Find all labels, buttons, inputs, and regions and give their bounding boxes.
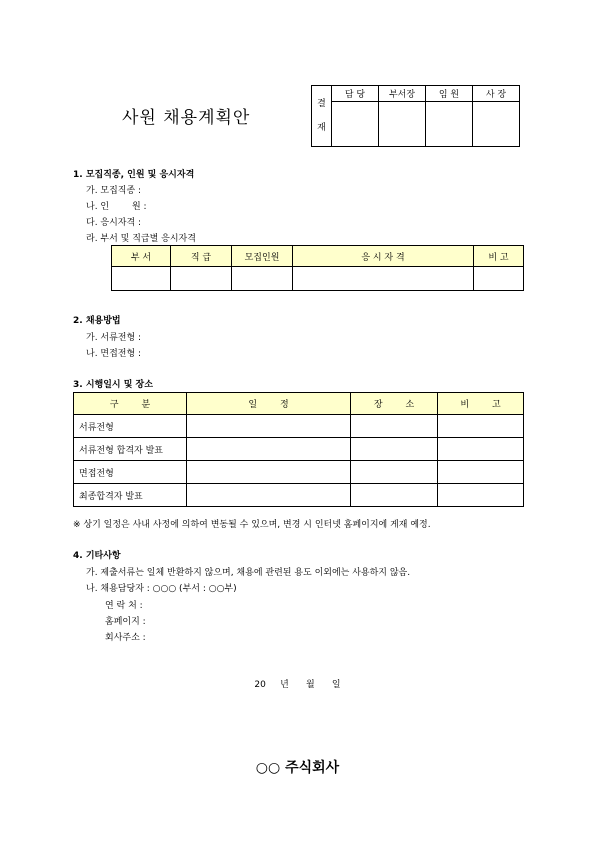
approval-sign-president[interactable] [473, 102, 520, 147]
sched-cell[interactable] [187, 438, 351, 461]
approval-sign-staff[interactable] [332, 102, 379, 147]
section4-item-b: 나. 채용담당자 : ○○○ (부서 : ○○부) [86, 584, 237, 594]
approval-label-top: 결 [317, 99, 326, 109]
qual-cell[interactable] [171, 267, 232, 291]
sched-cell[interactable] [438, 461, 524, 484]
sched-row-label: 최종합격자 발표 [74, 484, 187, 507]
approval-label-cell [312, 86, 332, 147]
qual-cell[interactable] [112, 267, 171, 291]
document-title: 사원 채용계획안 [122, 108, 251, 128]
qual-cell[interactable] [293, 267, 474, 291]
section1-item-b: 나. 인 원 : [86, 202, 147, 212]
section4-heading: 4. 기타사항 [73, 551, 121, 561]
section1-item-d: 라. 부서 및 직급별 응시자격 [86, 234, 196, 244]
approval-col-dept-head: 부서장 [379, 86, 426, 102]
sched-cell[interactable] [351, 415, 438, 438]
sched-cell[interactable] [351, 438, 438, 461]
sched-cell[interactable] [438, 415, 524, 438]
section2-heading: 2. 채용방법 [73, 316, 121, 326]
sched-cell[interactable] [187, 461, 351, 484]
sched-cell[interactable] [351, 484, 438, 507]
sched-cell[interactable] [438, 484, 524, 507]
qual-header-rank: 직 급 [171, 246, 232, 267]
sched-header-schedule: 일 정 [187, 393, 351, 415]
sched-header-place: 장 소 [351, 393, 438, 415]
sched-cell[interactable] [187, 484, 351, 507]
sched-header-remarks: 비 고 [438, 393, 524, 415]
approval-sign-dept-head[interactable] [379, 102, 426, 147]
contact-phone: 연 락 처 : [105, 601, 143, 611]
section3-heading: 3. 시행일시 및 장소 [73, 380, 153, 390]
sched-header-category: 구 분 [74, 393, 187, 415]
schedule-note: ※ 상기 일정은 사내 사정에 의하여 변동될 수 있으며, 변경 시 인터넷 홈페이지에 게재 예정. [73, 520, 431, 530]
company-name: ○○ 주식회사 [255, 760, 340, 776]
sched-row-label: 면접전형 [74, 461, 187, 484]
qual-cell[interactable] [474, 267, 524, 291]
section2-item-a: 가. 서류전형 : [86, 333, 142, 343]
section4-item-a: 가. 제출서류는 일체 반환하지 않으며, 채용에 관련된 용도 이외에는 사용하지 않음. [86, 568, 411, 578]
sched-cell[interactable] [438, 438, 524, 461]
section1-item-c: 다. 응시자격 : [86, 218, 142, 228]
schedule-table [73, 392, 524, 507]
section2-item-b: 나. 면접전형 : [86, 349, 142, 359]
contact-homepage: 홈페이지 : [105, 617, 146, 627]
section1-heading: 1. 모집직종, 인원 및 응시자격 [73, 170, 195, 180]
qual-header-dept: 부 서 [112, 246, 171, 267]
approval-col-staff: 담 당 [332, 86, 379, 102]
sched-row-label: 서류전형 합격자 발표 [74, 438, 187, 461]
approval-col-executive: 임 원 [426, 86, 473, 102]
approval-label-bottom: 재 [317, 123, 326, 133]
qual-header-remarks: 비 고 [474, 246, 524, 267]
approval-sign-executive[interactable] [426, 102, 473, 147]
qualification-table [111, 245, 524, 291]
date-line: 20 년 월 일 [254, 680, 341, 690]
section1-item-a: 가. 모집직종 : [86, 186, 142, 196]
contact-address: 회사주소 : [105, 633, 146, 643]
sched-row-label: 서류전형 [74, 415, 187, 438]
approval-box [311, 85, 520, 147]
sched-cell[interactable] [351, 461, 438, 484]
sched-cell[interactable] [187, 415, 351, 438]
qual-header-count: 모집인원 [232, 246, 293, 267]
approval-col-president: 사 장 [473, 86, 520, 102]
qual-header-qualification: 응 시 자 격 [293, 246, 474, 267]
qual-cell[interactable] [232, 267, 293, 291]
